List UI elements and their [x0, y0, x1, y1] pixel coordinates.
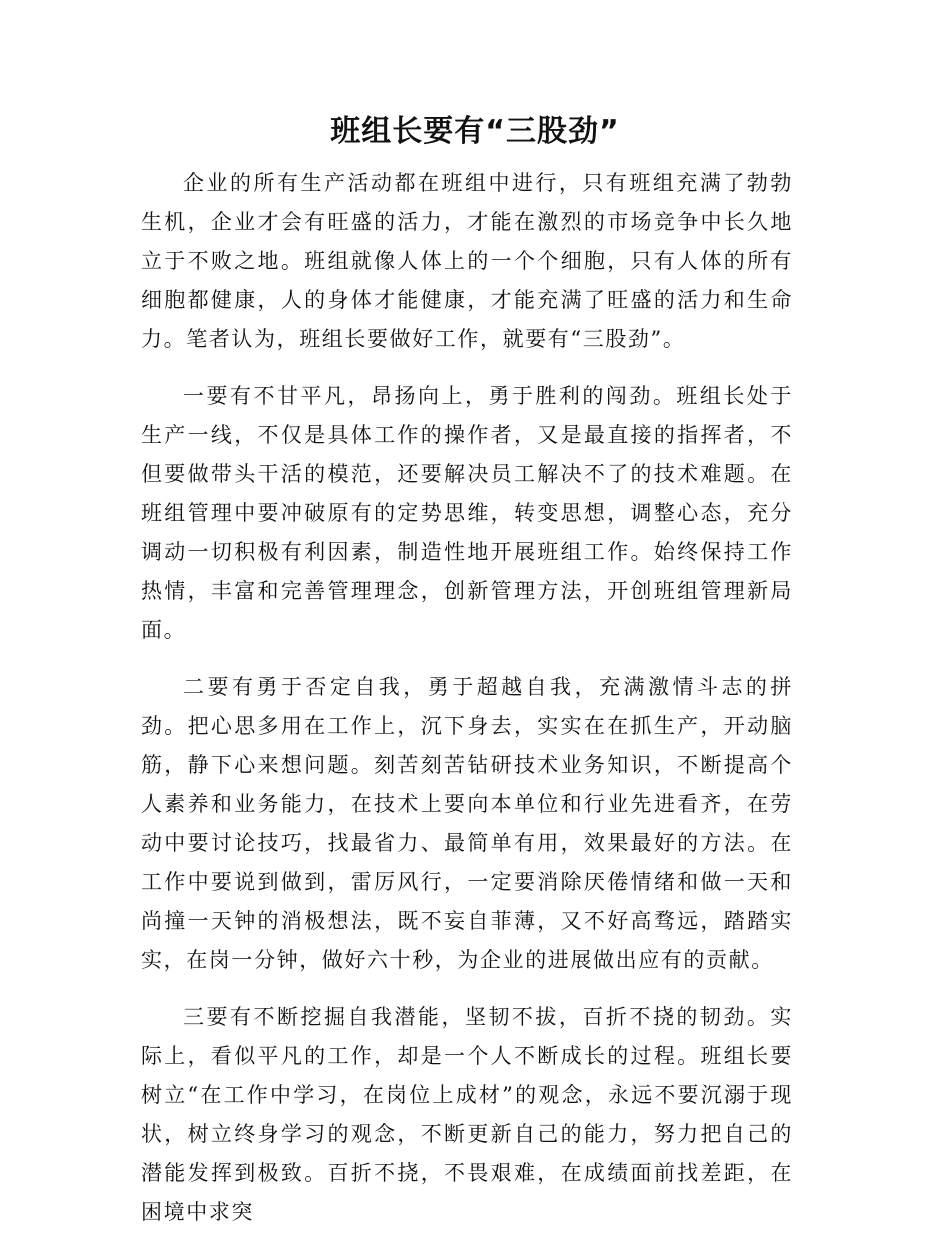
paragraph-second-point: 二要有勇于否定自我，勇于超越自我，充满激情斗志的拼劲。把心思多用在工作上，沉下身去，实实在在抓生产，开动脑筋，静下心来想问题。刻苦刻苦钻研技术业务知识，不断提高个人素养和业务能力，在技术上要向本单位和行业先进看齐，在劳动中要讨论技巧，找最省力、最简单有用，效果最好的方法。在工作中要说到做到，雷厉风行，一定要消除厌倦情绪和做一天和尚撞一天钟的消极想法，既不妄自菲薄，又不好高骛远，踏踏实实，在岗一分钟，做好六十秒，为企业的进展做出应有的贡献。: [141, 675, 793, 972]
paragraph-intro: 企业的所有生产活动都在班组中进行，只有班组充满了勃勃生机，企业才会有旺盛的活力，才能在激烈的市场竞争中长久地立于不败之地。班组就像人体上的一个个细胞，只有人体的所有细胞都健康，人的身体才能健康，才能充满了旺盛的活力和生命力。笔者认为，班组长要做好工作，就要有“三股劲”。: [141, 171, 793, 351]
document-body: [141, 164, 793, 1250]
paragraph-first-point: 一要有不甘平凡，昂扬向上，勇于胜利的闯劲。班组长处于生产一线，不仅是具体工作的操作者，又是最直接的指挥者，不但要做带头干活的模范，还要解决员工解决不了的技术难题。在班组管理中要冲破原有的定势思维，转变思想，调整心态，充分调动一切积极有利因素，制造性地开展班组工作。始终保持工作热情，丰富和完善管理理念，创新管理方法，开创班组管理新局面。: [141, 384, 793, 642]
paragraph-third-point: 三要有不断挖掘自我潜能，坚韧不拔，百折不挠的韧劲。实际上，看似平凡的工作，却是一个人不断成长的过程。班组长要树立“在工作中学习，在岗位上成材”的观念，永远不要沉溺于现状，树立终身学习的观念，不断更新自己的能力，努力把自己的潜能发挥到极致。百折不挠，不畏艰难，在成绩面前找差距，在困境中求突: [141, 1005, 793, 1224]
document-title: 班组长要有“三股劲”: [330, 114, 620, 149]
